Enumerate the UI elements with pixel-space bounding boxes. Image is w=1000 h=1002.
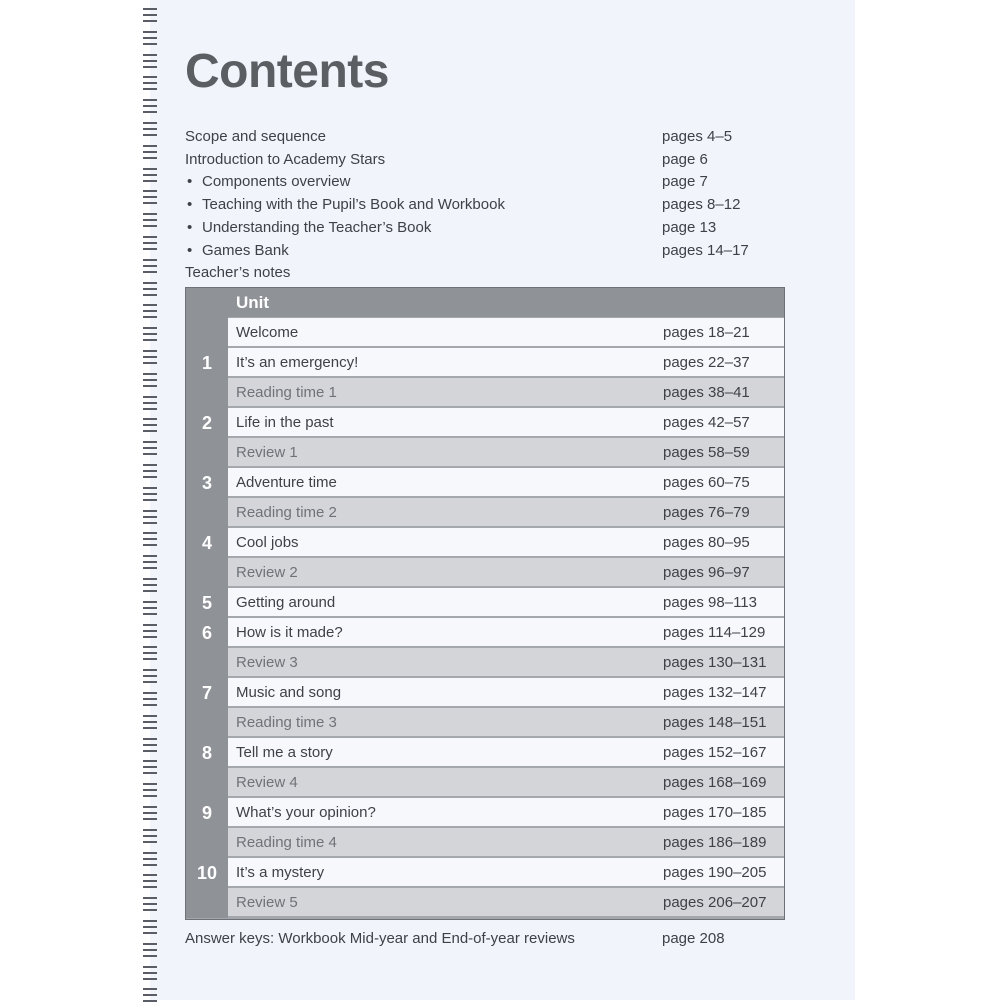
table-row bbox=[228, 588, 784, 616]
entry-pages: pages 14–17 bbox=[662, 241, 749, 259]
row-pages: pages 18–21 bbox=[663, 324, 750, 341]
spiral-binding bbox=[143, 0, 159, 1000]
row-title: What’s your opinion? bbox=[236, 804, 376, 821]
table-row bbox=[228, 498, 784, 526]
table-row bbox=[228, 618, 784, 646]
entry-label: Teacher’s notes bbox=[185, 264, 291, 282]
binding-ring bbox=[143, 966, 157, 980]
row-title: Review 4 bbox=[236, 774, 298, 791]
binding-ring bbox=[143, 396, 157, 410]
row-title: Reading time 3 bbox=[236, 714, 337, 731]
binding-ring bbox=[143, 669, 157, 683]
row-title: Cool jobs bbox=[236, 534, 299, 551]
contents-entry bbox=[185, 217, 785, 239]
row-title: Review 1 bbox=[236, 444, 298, 461]
row-title: Reading time 4 bbox=[236, 834, 337, 851]
binding-ring bbox=[143, 441, 157, 455]
bullet-icon: • bbox=[187, 218, 193, 236]
table-row bbox=[228, 558, 784, 586]
binding-ring bbox=[143, 532, 157, 546]
row-pages: pages 190–205 bbox=[663, 864, 767, 881]
entry-label: Understanding the Teacher’s Book bbox=[202, 218, 432, 236]
table-row bbox=[228, 318, 784, 346]
row-pages: pages 186–189 bbox=[663, 834, 767, 851]
row-title: Adventure time bbox=[236, 474, 337, 491]
unit-number: 3 bbox=[201, 473, 212, 493]
row-pages: pages 170–185 bbox=[663, 804, 767, 821]
entry-label: Components overview bbox=[202, 173, 351, 191]
binding-ring bbox=[143, 350, 157, 364]
entry-label: Introduction to Academy Stars bbox=[185, 150, 386, 168]
table-row bbox=[228, 408, 784, 436]
row-pages: pages 58–59 bbox=[663, 444, 750, 461]
contents-entry bbox=[185, 262, 785, 284]
contents-entry bbox=[185, 194, 785, 216]
row-pages: pages 98–113 bbox=[663, 594, 757, 611]
binding-ring bbox=[143, 874, 157, 888]
row-pages: pages 76–79 bbox=[663, 504, 750, 521]
contents-entry bbox=[185, 126, 785, 148]
contents-entry bbox=[185, 149, 785, 171]
row-title: Review 5 bbox=[236, 894, 298, 911]
row-title: Life in the past bbox=[236, 414, 334, 431]
bullet-icon: • bbox=[187, 196, 193, 214]
binding-ring bbox=[143, 715, 157, 729]
unit-number: 2 bbox=[201, 413, 212, 433]
binding-ring bbox=[143, 213, 157, 227]
unit-number: 1 bbox=[201, 353, 212, 373]
binding-ring bbox=[143, 76, 157, 90]
row-title: Review 2 bbox=[236, 564, 298, 581]
row-pages: pages 60–75 bbox=[663, 474, 750, 491]
binding-ring bbox=[143, 327, 157, 341]
binding-ring bbox=[143, 373, 157, 387]
binding-ring bbox=[143, 829, 157, 843]
binding-ring bbox=[143, 304, 157, 318]
row-pages: pages 42–57 bbox=[663, 414, 750, 431]
entry-pages: page 13 bbox=[662, 218, 717, 236]
entry-label: Scope and sequence bbox=[185, 128, 326, 145]
binding-ring bbox=[143, 852, 157, 866]
entry-label: Teaching with the Pupil’s Book and Workbook bbox=[202, 196, 505, 214]
binding-ring bbox=[143, 190, 157, 204]
row-title: It’s a mystery bbox=[236, 864, 325, 881]
unit-number: 8 bbox=[201, 743, 212, 763]
binding-ring bbox=[143, 54, 157, 68]
table-row bbox=[228, 438, 784, 466]
unit-number: 9 bbox=[201, 803, 212, 823]
binding-ring bbox=[143, 920, 157, 934]
table-row bbox=[228, 888, 784, 916]
binding-ring bbox=[143, 99, 157, 113]
row-title: Reading time 2 bbox=[236, 504, 337, 521]
row-pages: pages 206–207 bbox=[663, 894, 767, 911]
contents-entry bbox=[185, 171, 785, 193]
row-pages: pages 114–129 bbox=[663, 624, 766, 641]
binding-ring bbox=[143, 624, 157, 638]
row-pages: pages 148–151 bbox=[663, 714, 767, 731]
unit-number: 7 bbox=[201, 683, 212, 703]
binding-ring bbox=[143, 555, 157, 569]
table-row bbox=[228, 468, 784, 496]
table-row bbox=[228, 858, 784, 886]
table-row bbox=[228, 798, 784, 826]
binding-ring bbox=[143, 760, 157, 774]
entry-pages: page 6 bbox=[662, 150, 708, 168]
binding-ring bbox=[143, 601, 157, 615]
row-pages: pages 130–131 bbox=[663, 654, 767, 671]
table-row bbox=[228, 678, 784, 706]
binding-ring bbox=[143, 943, 157, 957]
binding-ring bbox=[143, 738, 157, 752]
binding-ring bbox=[143, 646, 157, 660]
unit-number: 10 bbox=[196, 863, 218, 883]
row-title: Review 3 bbox=[236, 654, 298, 671]
answer-keys-entry bbox=[185, 928, 785, 950]
binding-ring bbox=[143, 31, 157, 45]
entry-pages: pages 4–5 bbox=[662, 128, 733, 145]
entry-label: Games Bank bbox=[202, 241, 289, 259]
units-table bbox=[185, 287, 785, 920]
table-row bbox=[228, 528, 784, 556]
binding-ring bbox=[143, 8, 157, 22]
binding-ring bbox=[143, 168, 157, 182]
row-title: How is it made? bbox=[236, 624, 343, 641]
binding-ring bbox=[143, 418, 157, 432]
table-row bbox=[228, 378, 784, 406]
table-row bbox=[228, 738, 784, 766]
row-pages: pages 132–147 bbox=[663, 684, 767, 701]
binding-ring bbox=[143, 487, 157, 501]
row-title: Tell me a story bbox=[236, 744, 333, 761]
table-row bbox=[228, 768, 784, 796]
bullet-icon: • bbox=[187, 241, 193, 259]
unit-header-label: Unit bbox=[236, 293, 270, 312]
entry-pages: pages 8–12 bbox=[662, 196, 741, 214]
table-row bbox=[228, 828, 784, 856]
entry-pages: page 7 bbox=[662, 173, 708, 191]
row-title: Welcome bbox=[236, 324, 299, 341]
binding-ring bbox=[143, 282, 157, 296]
row-pages: pages 168–169 bbox=[663, 774, 767, 791]
row-pages: pages 38–41 bbox=[663, 384, 750, 401]
row-pages: pages 22–37 bbox=[663, 354, 750, 371]
unit-number: 5 bbox=[201, 593, 212, 613]
contents-entry bbox=[185, 240, 785, 262]
binding-ring bbox=[143, 145, 157, 159]
row-title: Music and song bbox=[236, 684, 342, 701]
unit-number: 4 bbox=[201, 533, 212, 553]
page-title: Contents bbox=[185, 45, 389, 98]
answer-keys-pages: page 208 bbox=[662, 930, 725, 947]
table-row bbox=[228, 648, 784, 676]
binding-ring bbox=[143, 122, 157, 136]
bullet-icon: • bbox=[187, 173, 193, 191]
binding-ring bbox=[143, 578, 157, 592]
row-title: Reading time 1 bbox=[236, 384, 337, 401]
table-row bbox=[228, 348, 784, 376]
row-pages: pages 152–167 bbox=[663, 744, 767, 761]
row-title: It’s an emergency! bbox=[236, 354, 359, 371]
binding-ring bbox=[143, 464, 157, 478]
binding-ring bbox=[143, 783, 157, 797]
table-row bbox=[228, 708, 784, 736]
binding-ring bbox=[143, 692, 157, 706]
answer-keys-label: Answer keys: Workbook Mid-year and End-of-year reviews bbox=[185, 930, 575, 947]
row-title: Getting around bbox=[236, 594, 336, 611]
binding-ring bbox=[143, 510, 157, 524]
unit-number: 6 bbox=[201, 623, 212, 643]
binding-ring bbox=[143, 236, 157, 250]
row-pages: pages 96–97 bbox=[663, 564, 750, 581]
binding-ring bbox=[143, 259, 157, 273]
row-pages: pages 80–95 bbox=[663, 534, 750, 551]
table-header bbox=[228, 288, 784, 317]
binding-ring bbox=[143, 897, 157, 911]
binding-ring bbox=[143, 806, 157, 820]
